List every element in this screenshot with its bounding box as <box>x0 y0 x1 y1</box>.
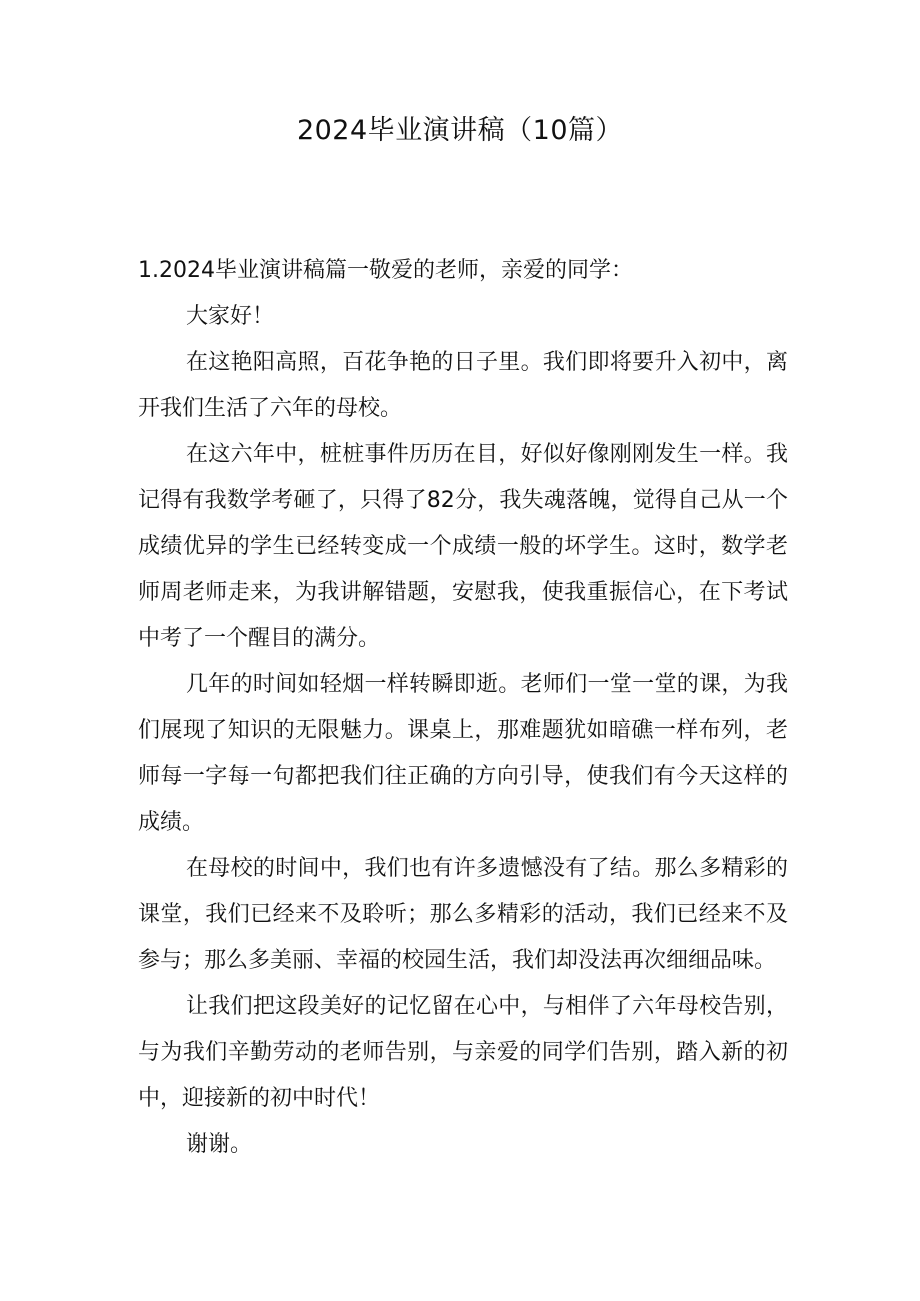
paragraph: 在这艳阳高照，百花争艳的日子里。我们即将要升入初中，离开我们生活了六年的母校。 <box>138 350 788 421</box>
paragraph: 在母校的时间中，我们也有许多遗憾没有了结。那么多精彩的课堂，我们已经来不及聆听；那么多精彩的活动，我们已经来不及参与；那么多美丽、幸福的校园生活，我们却没法再次细细品味。 <box>138 856 788 973</box>
paragraph-closing: 谢谢。 <box>186 1132 253 1157</box>
paragraph-greeting: 大家好！ <box>186 304 275 329</box>
document-title: 2024毕业演讲稿（10篇） <box>296 115 624 146</box>
paragraph: 在这六年中，桩桩事件历历在目，好似好像刚刚发生一样。我记得有我数学考砸了，只得了82分，我失魂落魄，觉得自己从一个成绩优异的学生已经转变成一个成绩一般的坏学生。这时，数学老师周老师走来，为我讲解错题，安慰我，使我重振信心，在下考试中考了一个醒目的满分。 <box>138 442 788 651</box>
section-heading: 1.2024毕业演讲稿篇一敬爱的老师，亲爱的同学： <box>138 258 633 283</box>
paragraph: 几年的时间如轻烟一样转瞬即逝。老师们一堂一堂的课，为我们展现了知识的无限魅力。课桌上，那难题犹如暗礁一样布列，老师每一字每一句都把我们往正确的方向引导，使我们有今天这样的成绩。 <box>138 672 788 835</box>
paragraph: 让我们把这段美好的记忆留在心中，与相伴了六年母校告别，与为我们辛勤劳动的老师告别，与亲爱的同学们告别，踏入新的初中，迎接新的初中时代！ <box>138 994 788 1111</box>
document-body <box>138 248 788 1168</box>
